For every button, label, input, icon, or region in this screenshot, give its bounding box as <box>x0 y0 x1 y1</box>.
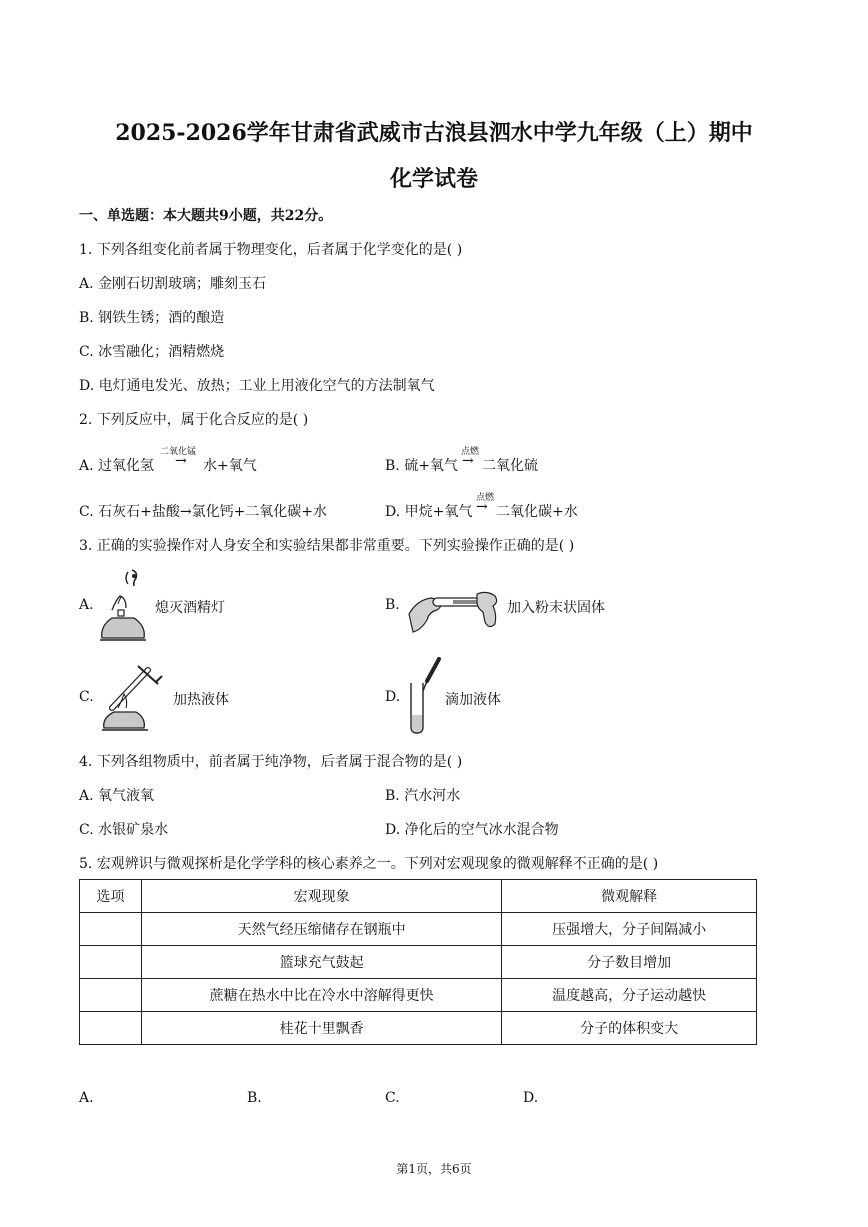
question-5-answer-b: B. <box>247 1090 262 1106</box>
question-2-option-d-product: 二氧化碳+水 <box>496 504 578 520</box>
question-1-option-b: B. 钢铁生锈；酒的酿造 <box>79 310 225 326</box>
question-5-answer-d: D. <box>523 1090 539 1106</box>
question-2-option-b-reactant: B. 硫+氧气 <box>385 458 458 474</box>
question-2-option-a-condition: 二氧化锰 <box>160 447 197 457</box>
table-cell <box>80 979 142 1012</box>
question-2-option-a-product: 水+氧气 <box>203 458 257 474</box>
question-1-option-d: D. 电灯通电发光、放热；工业上用液化空气的方法制氧气 <box>79 378 435 394</box>
question-3-option-a-label: A. <box>79 597 94 613</box>
question-3-option-b-text: 加入粉末状固体 <box>507 600 605 616</box>
question-1-stem: 1. 下列各组变化前者属于物理变化，后者属于化学变化的是( ) <box>79 242 463 258</box>
question-5-table <box>79 879 757 1045</box>
question-2-option-a-arrow: → <box>175 453 187 469</box>
question-2-option-c: C. 石灰石+盐酸→氯化钙+二氧化碳+水 <box>79 504 328 520</box>
question-2-option-a-reactant: A. 过氧化氢 <box>79 458 155 474</box>
table-row <box>80 946 757 979</box>
question-3-option-d-label: D. <box>385 689 401 705</box>
question-2-option-b-arrow: → <box>462 453 474 469</box>
question-5-answer-c: C. <box>385 1090 400 1106</box>
table-cell: 篮球充气鼓起 <box>141 946 501 979</box>
question-5-answer-a: A. <box>79 1090 94 1106</box>
question-3-option-c-text: 加热液体 <box>173 692 229 708</box>
question-2-option-b-condition: 点燃 <box>461 447 480 457</box>
question-4-option-c: C. 水银矿泉水 <box>79 822 169 838</box>
powder-test-tube-image <box>403 580 503 635</box>
page-number: 第1页，共6页 <box>396 1162 472 1176</box>
table-header-row <box>80 880 757 913</box>
table-cell: 压强增大，分子间隔减小 <box>502 913 757 946</box>
alcohol-lamp-blowing-image <box>96 566 152 644</box>
question-3-option-d-text: 滴加液体 <box>445 692 501 708</box>
table-cell: 分子的体积变大 <box>502 1012 757 1045</box>
question-3-option-a-text: 熄灭酒精灯 <box>155 600 225 616</box>
table-cell <box>80 913 142 946</box>
table-cell <box>80 946 142 979</box>
table-row <box>80 979 757 1012</box>
question-2-option-d-arrow: → <box>476 499 488 515</box>
question-5-stem: 5. 宏观辨识与微观探析是化学学科的核心素养之一。下列对宏观现象的微观解释不正确的是( ) <box>79 856 659 872</box>
heating-liquid-image <box>98 662 166 732</box>
question-1-option-c: C. 冰雪融化；酒精燃烧 <box>79 344 225 360</box>
question-4-stem: 4. 下列各组物质中，前者属于纯净物，后者属于混合物的是( ) <box>79 754 463 770</box>
question-2-option-d-condition: 点燃 <box>476 493 495 503</box>
question-1-option-a: A. 金刚石切割玻璃；雕刻玉石 <box>79 276 267 292</box>
table-cell: 温度越高，分子运动越快 <box>502 979 757 1012</box>
table-header-cell: 宏观现象 <box>141 880 501 913</box>
page-title: 2025-2026学年甘肃省武威市古浪县泗水中学九年级（上）期中 <box>115 120 753 146</box>
section-heading: 一、单选题：本大题共9小题，共22分。 <box>79 208 333 224</box>
table-cell: 分子数目增加 <box>502 946 757 979</box>
question-3-option-c-label: C. <box>79 689 94 705</box>
dropper-test-tube-image <box>405 655 445 737</box>
page-subtitle: 化学试卷 <box>389 166 478 192</box>
table-header-cell: 选项 <box>80 880 142 913</box>
table-header-cell: 微观解释 <box>502 880 757 913</box>
question-2-stem: 2. 下列反应中，属于化合反应的是( ) <box>79 412 309 428</box>
question-2-option-b-product: 二氧化硫 <box>482 458 538 474</box>
table-cell: 蔗糖在热水中比在冷水中溶解得更快 <box>141 979 501 1012</box>
question-4-option-d: D. 净化后的空气冰水混合物 <box>385 822 559 838</box>
question-4-option-b: B. 汽水河水 <box>385 788 461 804</box>
question-3-stem: 3. 正确的实验操作对人身安全和实验结果都非常重要。下列实验操作正确的是( ) <box>79 538 575 554</box>
table-row <box>80 1012 757 1045</box>
table-row <box>80 913 757 946</box>
question-4-option-a: A. 氧气液氧 <box>79 788 155 804</box>
table-cell <box>80 1012 142 1045</box>
table-cell: 天然气经压缩储存在钢瓶中 <box>141 913 501 946</box>
table-cell: 桂花十里飘香 <box>141 1012 501 1045</box>
question-2-option-d-reactant: D. 甲烷+氧气 <box>385 504 473 520</box>
question-3-option-b-label: B. <box>385 597 400 613</box>
